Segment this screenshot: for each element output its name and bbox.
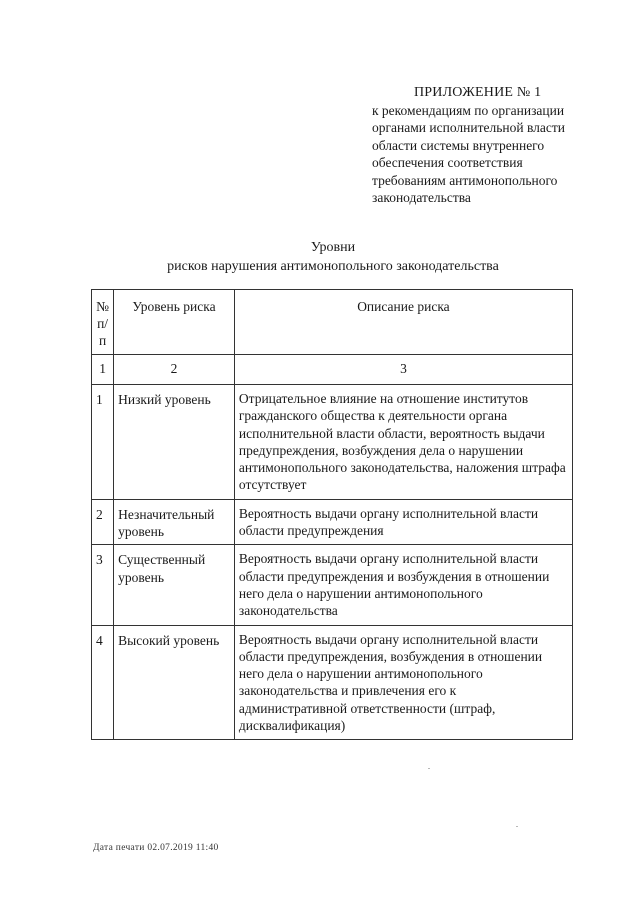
scan-speck	[516, 826, 518, 827]
table-row	[92, 545, 573, 625]
appendix-line: законодательства	[372, 190, 471, 205]
appendix-line: области системы внутреннего	[372, 137, 545, 153]
header-risk-description: Описание риска	[234, 290, 572, 355]
document-title-line1: Уровни	[310, 240, 356, 255]
column-index-row	[92, 355, 573, 385]
document-title-line2: рисков нарушения антимонопольного законодательства	[167, 259, 499, 274]
risk-description: Отрицательное влияние на отношение институтов гражданского общества к деятельности органа исполнительной власти области, вероятность выдачи предупреждения, возбуждения дела о нарушении антимонопольного законодательства, наложения штрафа отсутствует	[234, 385, 572, 500]
risk-levels-table	[91, 289, 573, 740]
row-number: 2	[92, 499, 114, 545]
risk-level: Низкий уровень	[114, 385, 235, 500]
document-title	[93, 238, 573, 276]
appendix-line: требованиям антимонопольного	[372, 172, 558, 188]
table-row	[92, 625, 573, 740]
column-index: 2	[114, 355, 235, 385]
risk-description: Вероятность выдачи органу исполнительной власти области предупреждения и возбуждения в отношении него дела о нарушении антимонопольного законодательства	[234, 545, 572, 625]
appendix-line: обеспечения соответствия	[372, 155, 523, 170]
risk-description: Вероятность выдачи органу исполнительной власти области предупреждения	[234, 499, 572, 545]
risk-level: Высокий уровень	[114, 625, 235, 740]
column-index: 3	[234, 355, 572, 385]
risk-description: Вероятность выдачи органу исполнительной власти области предупреждения, возбуждения в отношении него дела о нарушении антимонопольного законодательства и привлечения его к административной ответственности (штраф, дисквалификация)	[234, 625, 572, 740]
scan-speck	[428, 768, 430, 769]
risk-level: Существенный уровень	[114, 545, 235, 625]
appendix-header	[372, 84, 612, 207]
table-row	[92, 385, 573, 500]
header-risk-level: Уровень риска	[114, 290, 235, 355]
appendix-line: к рекомендациям по организации	[372, 102, 565, 118]
print-date: Дата печати 02.07.2019 11:40	[93, 843, 219, 853]
risk-level: Незначительный уровень	[114, 499, 235, 545]
table-row	[92, 499, 573, 545]
row-number: 1	[92, 385, 114, 500]
row-number: 4	[92, 625, 114, 740]
appendix-line: органами исполнительной власти	[372, 120, 565, 135]
column-index: 1	[92, 355, 114, 385]
table-header-row	[92, 290, 573, 355]
appendix-title: ПРИЛОЖЕНИЕ № 1	[414, 85, 542, 100]
header-number: № п/ п	[92, 290, 114, 355]
row-number: 3	[92, 545, 114, 625]
